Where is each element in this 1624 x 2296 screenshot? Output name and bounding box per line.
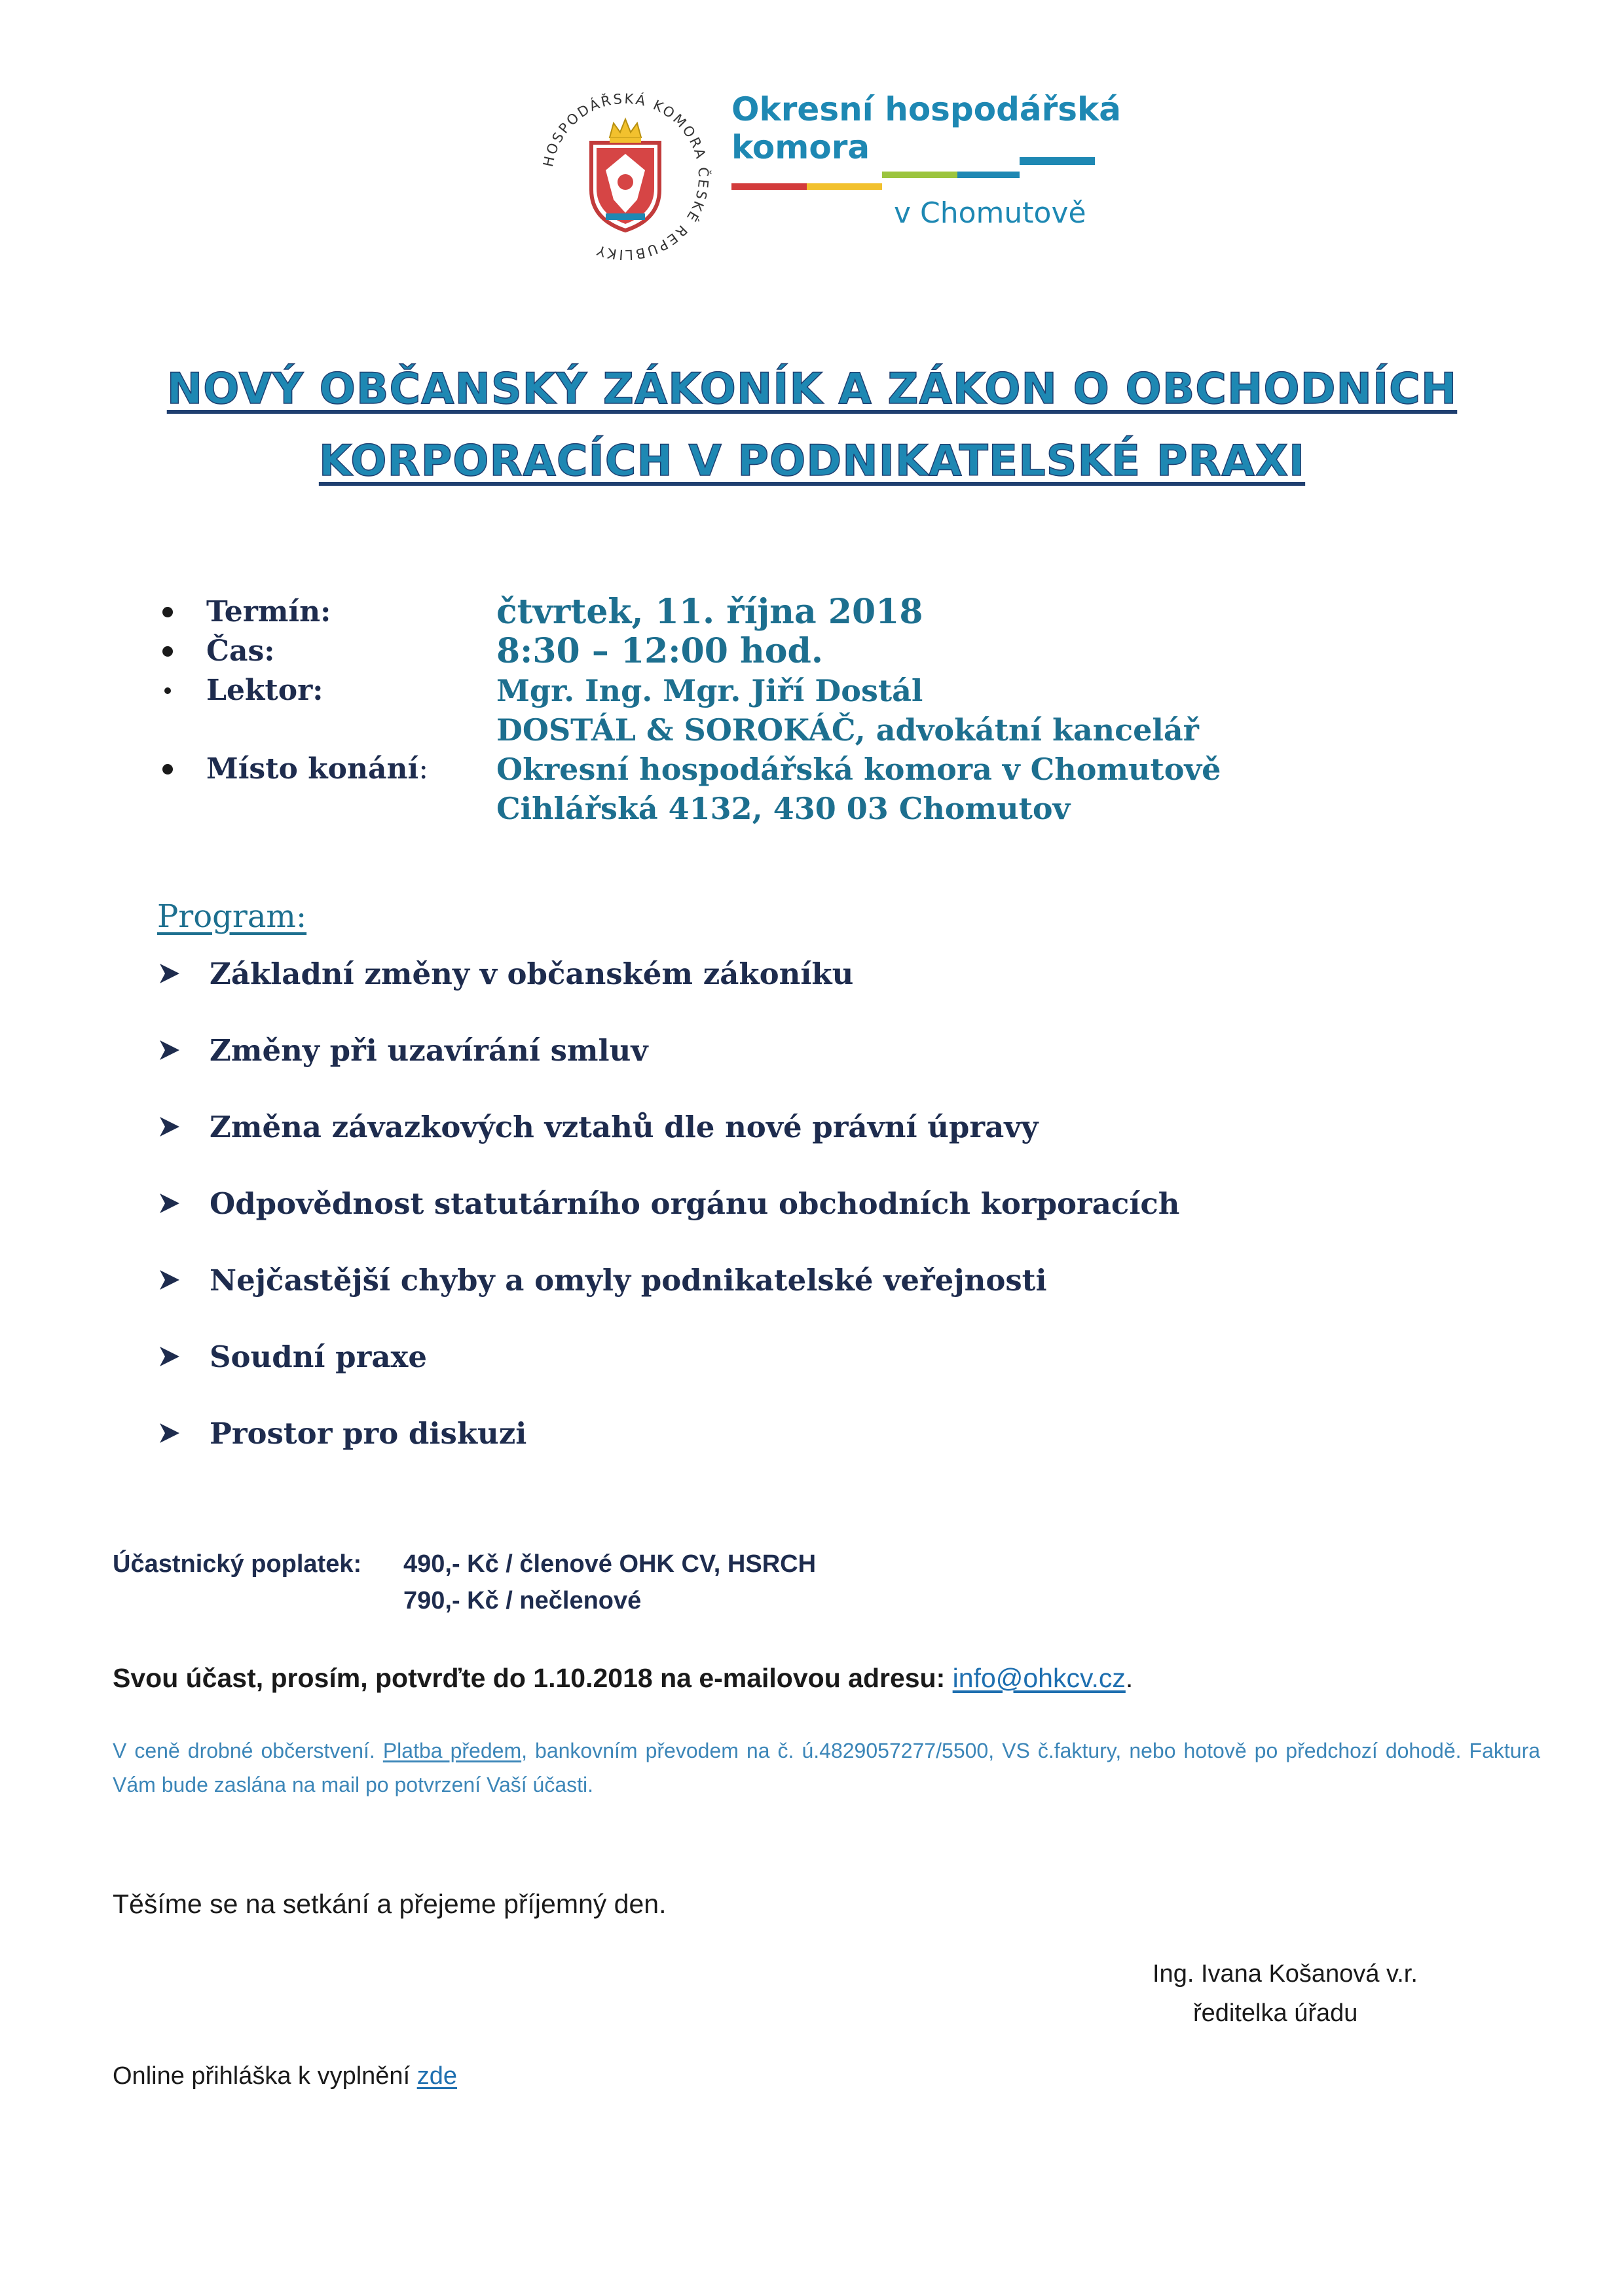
lecturer-firm: DOSTÁL & SOROKÁČ, advokátní kancelář [496,712,1199,748]
bullet-icon [162,764,173,774]
program-item-text: Základní změny v občanském zákoníku [210,957,854,991]
program-item-text: Soudní praxe [210,1339,427,1374]
arrow-bullet-icon [157,1038,182,1063]
closing-text: Těšíme se na setkání a přejeme příjemný den. [113,1889,667,1919]
confirmation-line [113,1663,1133,1694]
bullet-icon [162,607,173,617]
lecturer-name: Mgr. Ing. Mgr. Jiří Dostál [496,673,923,708]
crown-icon [610,119,641,143]
payment-note [113,1734,1540,1802]
note-part2: , bankovním převodem na č. ú.4829057277/5500, VS č.faktury, nebo hotově po předchozí dohodě. Faktura Vám bude zaslána na mail po potvrzení Vaší účasti. [113,1739,1541,1796]
program-item-text: Odpovědnost statutárního orgánu obchodních korporacích [210,1186,1180,1221]
org-name [731,90,1121,166]
arrow-bullet-icon [157,961,182,986]
bar-red [731,183,807,190]
program-item-text: Nejčastější chyby a omyly podnikatelské veřejnosti [210,1263,1047,1298]
shield-icon [591,143,659,230]
time-label: Čas: [206,634,275,668]
bullet-icon [162,646,173,657]
program-item-text: Prostor pro diskuzi [210,1416,527,1451]
lecturer-label: Lektor: [206,674,323,707]
program-item-text: Změny při uzavírání smluv [210,1033,648,1068]
arrow-bullet-icon [157,1344,182,1369]
email-link[interactable]: info@ohkcv.cz [952,1663,1126,1693]
program-item-text: Změna závazkových vztahů dle nové právní úpravy [210,1110,1039,1144]
bar-blue [1020,157,1095,165]
fee-label: Účastnický poplatek: [113,1550,362,1578]
title-line2: KORPORACÍCH V PODNIKATELSKÉ PRAXI [318,437,1306,486]
arrow-bullet-icon [157,1267,182,1292]
confirmation-end: . [1125,1663,1134,1693]
chamber-seal-logo [534,85,717,268]
note-part1: V ceně drobné občerstvení. [113,1739,383,1762]
venue-line2: Cihlářská 4132, 430 03 Chomutov [496,791,1071,826]
arrow-bullet-icon [157,1114,182,1139]
venue-line1: Okresní hospodářská komora v Chomutově [496,752,1221,787]
signature-title: ředitelka úřadu [1193,1999,1358,2027]
bullet-icon [164,687,171,694]
color-bars-decoration [731,157,1098,196]
registration-link[interactable]: zde [416,2062,457,2090]
fee-members: 490,- Kč / členové OHK CV, HSRCH [403,1550,817,1578]
term-value: čtvrtek, 11. října 2018 [496,592,923,632]
program-heading: Program: [157,898,307,935]
seal-lettering: HOSPODÁŘSKÁ KOMORA ČESKÉ REPUBLIKY [540,90,712,263]
signature-name: Ing. Ivana Košanová v.r. [1153,1960,1418,1988]
title-line1: NOVÝ OBČANSKÝ ZÁKONÍK A ZÁKON O OBCHODNÍCH [166,365,1458,414]
confirmation-text: Svou účast, prosím, potvrďte do 1.10.2018 na e-mailovou adresu: [113,1663,946,1693]
page-title [0,354,1624,498]
venue-label: Místo konání: [206,752,429,786]
bar-green [882,172,957,178]
org-name-line2: komora [731,128,870,166]
org-city: v Chomutově [894,196,1086,230]
online-text: Online přihláška k vyplnění [113,2062,417,2090]
bar-yellow [807,183,882,190]
bar-blue-low [957,172,1020,178]
online-registration [113,2062,457,2090]
arrow-bullet-icon [157,1421,182,1446]
payment-link[interactable]: Platba předem [382,1739,522,1762]
signature-block [1153,1954,1454,2033]
fee-non-members: 790,- Kč / nečlenové [403,1587,642,1614]
time-value: 8:30 – 12:00 hod. [496,631,823,671]
term-label: Termín: [206,595,331,629]
org-name-line1: Okresní hospodářská [731,90,1122,128]
arrow-bullet-icon [157,1191,182,1216]
